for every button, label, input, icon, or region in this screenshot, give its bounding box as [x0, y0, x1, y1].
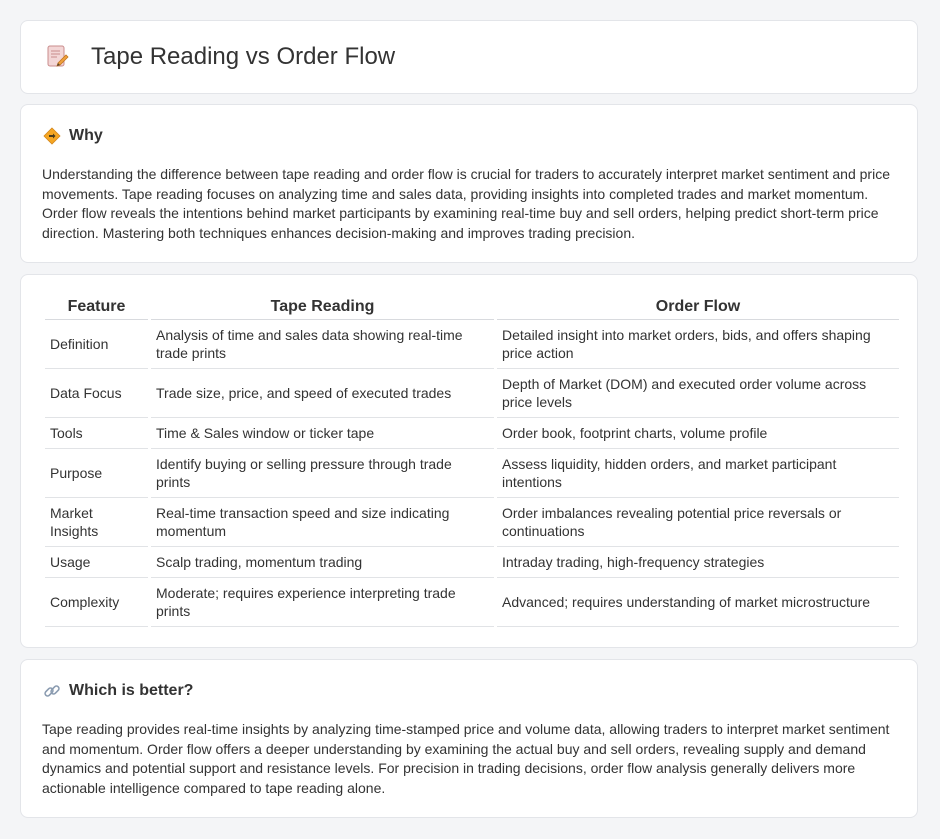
link-icon	[43, 682, 61, 700]
table-cell: Definition	[45, 320, 148, 369]
table-cell: Usage	[45, 547, 148, 578]
comparison-table	[42, 296, 902, 627]
table-cell: Order book, footprint charts, volume profile	[497, 418, 899, 449]
table-cell: Real-time transaction speed and size indicating momentum	[151, 498, 494, 547]
title-row	[47, 43, 395, 71]
table-cell: Intraday trading, high-frequency strategies	[497, 547, 899, 578]
column-header: Order Flow	[497, 296, 899, 320]
table-cell: Analysis of time and sales data showing real-time trade prints	[151, 320, 494, 369]
table-row	[45, 578, 899, 627]
why-heading: Why	[69, 127, 103, 144]
table-cell: Identify buying or selling pressure through trade prints	[151, 449, 494, 498]
table-row	[45, 418, 899, 449]
table-cell: Data Focus	[45, 369, 148, 418]
table-cell: Order imbalances revealing potential price reversals or continuations	[497, 498, 899, 547]
page-title: Tape Reading vs Order Flow	[91, 43, 396, 70]
diamond-sign-icon	[43, 127, 61, 145]
which-better-heading: Which is better?	[69, 682, 194, 699]
which-better-text: Tape reading provides real-time insights by analyzing time-stamped price and volume data, allowing traders to interpret market sentiment and momentum. Order flow offers a deeper understanding by examining the actual buy and sell orders, revealing supply and demand dynamics and potential support and resistance levels. For precision in trading decisions, order flow analysis generally delivers more actionable intelligence compared to tape reading alone.	[42, 721, 890, 796]
comparison-card	[20, 274, 918, 648]
table-row	[45, 369, 899, 418]
table-cell: Tools	[45, 418, 148, 449]
table-cell: Purpose	[45, 449, 148, 498]
table-header-row	[45, 296, 899, 320]
table-cell: Detailed insight into market orders, bids, and offers shaping price action	[497, 320, 899, 369]
why-card	[20, 104, 918, 263]
table-cell: Market Insights	[45, 498, 148, 547]
table-row	[45, 498, 899, 547]
which-better-header	[43, 682, 193, 700]
why-header	[43, 127, 103, 145]
table-cell: Scalp trading, momentum trading	[151, 547, 494, 578]
table-cell: Time & Sales window or ticker tape	[151, 418, 494, 449]
table-cell: Depth of Market (DOM) and executed order volume across price levels	[497, 369, 899, 418]
document-pencil-icon	[47, 44, 69, 70]
why-text: Understanding the difference between tape reading and order flow is crucial for traders to accurately interpret market sentiment and price movements. Tape reading focuses on analyzing time and sales data, providing insights into completed trades and market momentum. Order flow reveals the intentions behind market participants by examining real-time buy and sell orders, helping predict short-term price direction. Mastering both techniques enhances decision-making and improves trading precision.	[42, 166, 890, 241]
table-cell: Assess liquidity, hidden orders, and market participant intentions	[497, 449, 899, 498]
table-row	[45, 547, 899, 578]
table-row	[45, 320, 899, 369]
table-cell: Advanced; requires understanding of market microstructure	[497, 578, 899, 627]
column-header: Feature	[45, 296, 148, 320]
table-row	[45, 449, 899, 498]
column-header: Tape Reading	[151, 296, 494, 320]
table-cell: Trade size, price, and speed of executed trades	[151, 369, 494, 418]
table-cell: Moderate; requires experience interpreting trade prints	[151, 578, 494, 627]
title-card	[20, 20, 918, 94]
table-cell: Complexity	[45, 578, 148, 627]
which-better-card	[20, 659, 918, 818]
